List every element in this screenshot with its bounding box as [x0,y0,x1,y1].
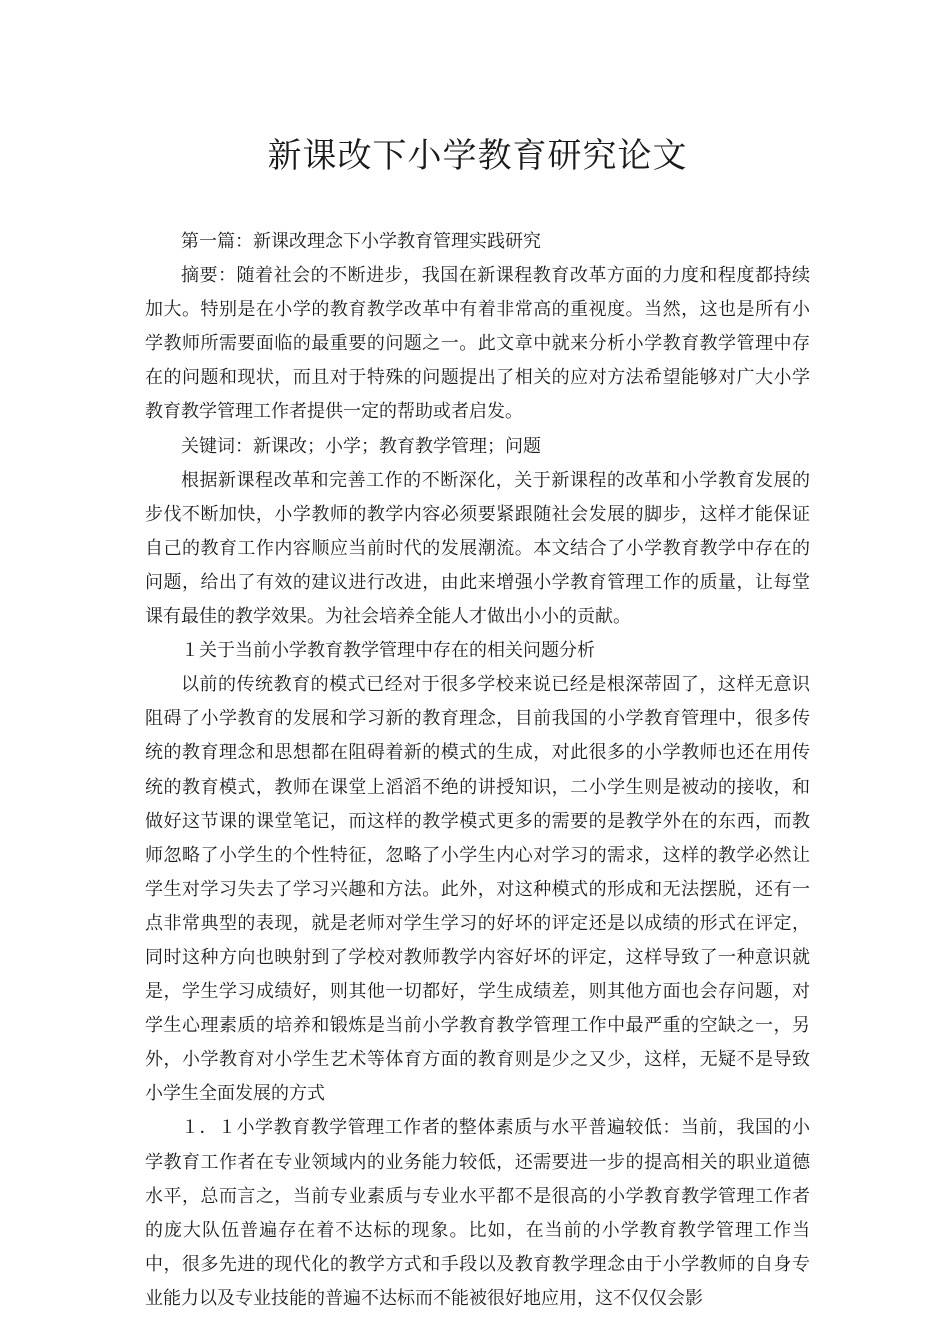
document-body [145,225,810,1316]
subsection-paragraph-1-1: １．１小学教育教学管理工作者的整体素质与水平普遍较低：当前，我国的小学教育工作者在专业领域内的业务能力较低，还需要进一步的提高相关的职业道德水平，总而言之，当前专业素质与专业水平都不是很高的小学教育教学管理工作者的庞大队伍普遍存在着不达标的现象。比如，在当前的小学教育教学管理工作当中，很多先进的现代化的教学方式和手段以及教育教学理念由于小学教师的自身专业能力以及专业技能的普遍不达标而不能被很好地应用，这不仅仅会影 [145,1117,810,1309]
keywords-paragraph: 关键词：新课改；小学；教育教学管理；问题 [181,435,541,457]
body-paragraph: 以前的传统教育的模式已经对于很多学校来说已经是根深蒂固了，这样无意识阻碍了小学教育的发展和学习新的教育理念，目前我国的小学教育管理中，很多传统的教育理念和思想都在阻碍着新的模式的生成，对此很多的小学教师也还在用传统的教育模式，教师在课堂上滔滔不绝的讲授知识，二小学生则是被动的接收，和做好这节课的课堂笔记，而这样的教学模式更多的需要的是教学外在的东西，而教师忽略了小学生的个性特征，忽略了小学生内心对学习的需求，这样的教学必然让学生对学习失去了学习兴趣和方法。此外，对这种模式的形成和无法摆脱，还有一点非常典型的表现，就是老师对学生学习的好坏的评定还是以成绩的形式在评定，同时这种方向也映射到了学校对教师教学内容好坏的评定，这样导致了一种意识就是，学生学习成绩好，则其他一切都好，学生成绩差，则其他方面也会存问题，对学生心理素质的培养和锻炼是当前小学教育教学管理工作中最严重的空缺之一，另外，小学教育对小学生艺术等体育方面的教育则是少之又少，这样，无疑不是导致小学生全面发展的方式 [145,674,810,1105]
intro-paragraph: 根据新课程改革和完善工作的不断深化，关于新课程的改革和小学教育发展的步伐不断加快，小学教师的教学内容必须要紧跟随社会发展的脚步，这样才能保证自己的教育工作内容顺应当前时代的发展潮流。本文结合了小学教育教学中存在的问题，给出了有效的建议进行改进，由此来增强小学教育管理工作的质量，让每堂课有最佳的教学效果。为社会培养全能人才做出小小的贡献。 [145,469,810,628]
section-heading-1: １关于当前小学教育教学管理中存在的相关问题分析 [181,640,595,662]
document-title: 新课改下小学教育研究论文 [267,136,688,176]
abstract-paragraph: 摘要：随着社会的不断进步，我国在新课程教育改革方面的力度和程度都持续加大。特别是在小学的教育教学改革中有着非常高的重视度。当然，这也是所有小学教师所需要面临的最重要的问题之一。此文章中就来分析小学教育教学管理中存在的问题和现状，而且对于特殊的问题提出了相关的应对方法希望能够对广大小学教育教学管理工作者提供一定的帮助或者启发。 [145,265,810,423]
section-heading-first-article: 第一篇：新课改理念下小学教育管理实践研究 [181,231,541,252]
